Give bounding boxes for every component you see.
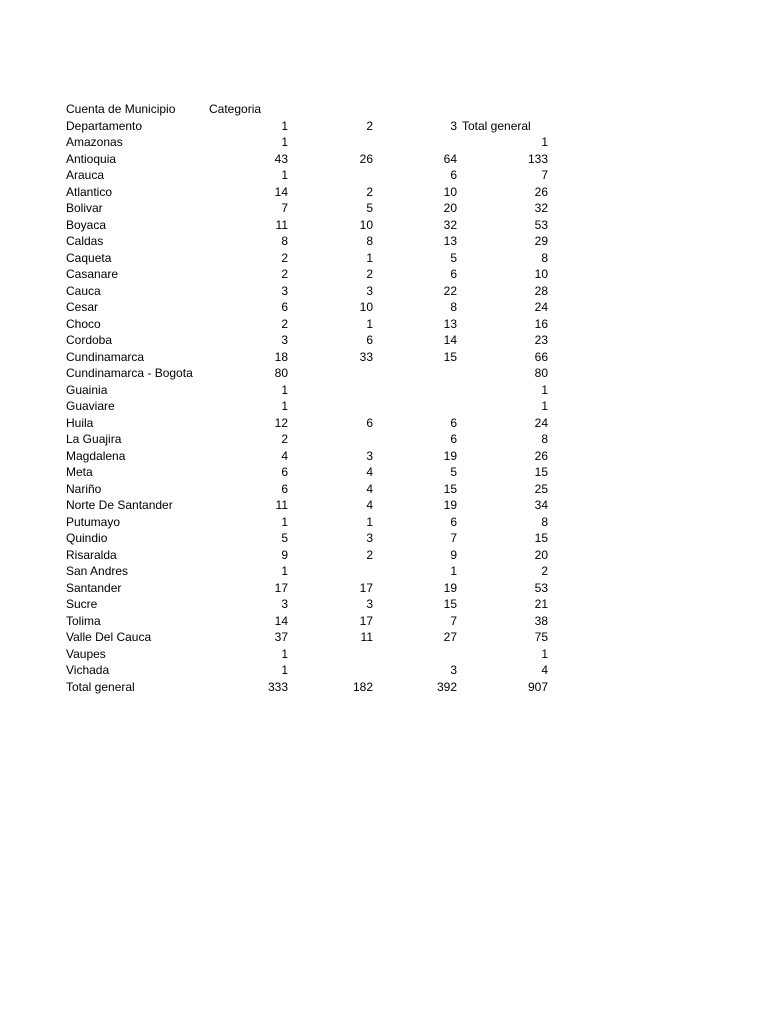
- table-row: [66, 200, 566, 217]
- department-name: Cesar: [66, 300, 99, 314]
- count-category-2: 6: [366, 333, 373, 347]
- table-row: [66, 464, 566, 481]
- row-total: 20: [534, 547, 548, 562]
- count-category-2: 2: [366, 547, 373, 562]
- row-total: 25: [534, 481, 548, 496]
- department-name: Guaviare: [66, 399, 115, 413]
- count-category-3: 8: [450, 300, 457, 314]
- row-total: 26: [534, 448, 548, 463]
- row-total: 75: [534, 630, 548, 644]
- department-name: Boyaca: [66, 217, 107, 232]
- count-category-1: 6: [281, 465, 288, 479]
- count-category-3: 19: [443, 498, 457, 512]
- department-name: Norte De Santander: [66, 498, 173, 512]
- count-category-1: 11: [275, 498, 288, 512]
- table-row: [66, 580, 566, 597]
- row-total: 15: [534, 465, 548, 479]
- table-row: [66, 316, 566, 333]
- row-total: 21: [534, 597, 548, 611]
- count-category-2: 17: [359, 613, 373, 628]
- measure-label: Cuenta de Municipio: [66, 102, 176, 116]
- count-category-1: 3: [281, 597, 288, 611]
- department-name: Antioquia: [66, 151, 117, 166]
- count-category-3: 13: [443, 234, 457, 248]
- count-category-3: 10: [443, 184, 457, 199]
- department-name: La Guajira: [66, 432, 122, 446]
- table-row: [66, 184, 566, 201]
- count-category-3: 6: [450, 514, 457, 529]
- count-category-1: 2: [281, 267, 288, 281]
- department-name: Santander: [66, 580, 122, 595]
- row-total: 24: [534, 300, 548, 314]
- table-row: [66, 448, 566, 465]
- count-category-2: 26: [359, 151, 373, 166]
- row-total: 53: [534, 580, 548, 595]
- row-total: 4: [541, 663, 548, 677]
- department-name: Tolima: [66, 613, 101, 628]
- count-category-3: 6: [450, 415, 457, 430]
- count-category-1: 7: [281, 201, 288, 215]
- department-name: Cauca: [66, 283, 101, 298]
- table-row: [66, 167, 566, 184]
- count-category-3: 15: [443, 597, 457, 611]
- count-category-1: 4: [281, 448, 288, 463]
- count-category-1: 9: [281, 547, 288, 562]
- table-row: [66, 151, 566, 168]
- department-name: Nariño: [66, 481, 102, 496]
- table-row: [66, 547, 566, 564]
- count-category-3: 3: [450, 663, 457, 677]
- table-row: [66, 563, 566, 580]
- count-category-1: 12: [274, 415, 288, 430]
- grand-total-c3: 392: [436, 679, 457, 694]
- department-name: Risaralda: [66, 547, 117, 562]
- pivot-body: [66, 134, 566, 679]
- row-total: 10: [534, 267, 548, 281]
- count-category-1: 6: [281, 300, 288, 314]
- count-category-1: 17: [274, 580, 288, 595]
- row-total: 28: [534, 283, 548, 298]
- row-total: 133: [527, 151, 548, 166]
- row-total: 80: [534, 366, 548, 380]
- table-row: [66, 250, 566, 267]
- pivot-table: [66, 101, 566, 695]
- count-category-2: 4: [366, 465, 373, 479]
- count-category-2: 3: [366, 597, 373, 611]
- count-category-1: 11: [275, 217, 288, 232]
- count-category-1: 6: [281, 481, 288, 496]
- pivot-header-row: [66, 101, 566, 118]
- department-name: Caldas: [66, 234, 104, 248]
- count-category-3: 6: [450, 168, 457, 182]
- count-category-1: 8: [281, 234, 288, 248]
- row-total: 26: [534, 184, 548, 199]
- department-name: Vaupes: [66, 646, 106, 661]
- department-name: Putumayo: [66, 514, 121, 529]
- row-total: 1: [541, 399, 548, 413]
- row-total: 32: [534, 201, 548, 215]
- table-row: [66, 398, 566, 415]
- count-category-1: 14: [274, 613, 288, 628]
- count-category-3: 15: [443, 349, 457, 364]
- count-category-1: 2: [281, 250, 288, 265]
- count-category-1: 1: [281, 382, 288, 397]
- column-header-1: 1: [281, 118, 288, 133]
- row-total: 1: [541, 646, 548, 661]
- department-name: Cordoba: [66, 333, 113, 347]
- count-category-2: 10: [359, 300, 373, 314]
- count-category-3: 20: [443, 201, 457, 215]
- count-category-2: 5: [366, 201, 373, 215]
- row-total: 8: [541, 432, 548, 446]
- grand-total-c2: 182: [352, 679, 373, 694]
- table-row: [66, 497, 566, 514]
- department-name: Cundinamarca - Bogota: [66, 366, 193, 380]
- count-category-1: 18: [274, 349, 288, 364]
- department-name: Amazonas: [66, 135, 123, 149]
- grand-total-value: 907: [527, 679, 548, 694]
- row-total: 16: [534, 316, 548, 331]
- department-name: Cundinamarca: [66, 349, 145, 364]
- count-category-2: 1: [366, 316, 373, 331]
- row-total: 8: [541, 514, 548, 529]
- table-row: [66, 217, 566, 234]
- row-total: 66: [534, 349, 548, 364]
- count-category-3: 15: [443, 481, 457, 496]
- count-category-2: 33: [359, 349, 373, 364]
- table-row: [66, 596, 566, 613]
- table-row: [66, 266, 566, 283]
- count-category-3: 6: [450, 432, 457, 446]
- department-name: Atlantico: [66, 184, 113, 199]
- table-row: [66, 662, 566, 679]
- department-name: Sucre: [66, 597, 98, 611]
- count-category-3: 19: [443, 580, 457, 595]
- department-name: Magdalena: [66, 448, 126, 463]
- count-category-2: 17: [359, 580, 373, 595]
- row-total: 53: [534, 217, 548, 232]
- count-category-3: 32: [443, 217, 457, 232]
- table-row: [66, 134, 566, 151]
- count-category-3: 64: [443, 151, 457, 166]
- count-category-1: 1: [281, 514, 288, 529]
- count-category-2: 3: [366, 531, 373, 545]
- count-category-1: 1: [281, 168, 288, 182]
- department-name: Meta: [66, 465, 93, 479]
- count-category-2: 1: [366, 514, 373, 529]
- table-row: [66, 629, 566, 646]
- table-row: [66, 613, 566, 630]
- row-total: 7: [541, 168, 548, 182]
- count-category-1: 14: [274, 184, 288, 199]
- count-category-3: 19: [443, 448, 457, 463]
- count-category-3: 6: [450, 267, 457, 281]
- count-category-3: 22: [443, 283, 457, 298]
- row-total: 1: [541, 135, 548, 149]
- department-name: Quindio: [66, 531, 108, 545]
- count-category-2: 1: [366, 250, 373, 265]
- count-category-1: 3: [281, 333, 288, 347]
- grand-total-row: [66, 679, 566, 696]
- table-row: [66, 299, 566, 316]
- count-category-2: 11: [360, 630, 373, 644]
- table-row: [66, 646, 566, 663]
- column-field-label: Categoria: [209, 102, 262, 116]
- department-name: Bolivar: [66, 201, 103, 215]
- count-category-3: 5: [450, 250, 457, 265]
- department-name: Huila: [66, 415, 94, 430]
- count-category-3: 5: [450, 465, 457, 479]
- table-row: [66, 530, 566, 547]
- table-row: [66, 415, 566, 432]
- row-total: 38: [534, 613, 548, 628]
- column-header-2: 2: [366, 118, 373, 133]
- count-category-2: 6: [366, 415, 373, 430]
- row-total: 23: [534, 333, 548, 347]
- table-row: [66, 332, 566, 349]
- count-category-1: 1: [281, 399, 288, 413]
- count-category-2: 4: [366, 481, 373, 496]
- count-category-2: 2: [366, 184, 373, 199]
- department-name: Caqueta: [66, 250, 112, 265]
- count-category-1: 3: [281, 283, 288, 298]
- count-category-3: 7: [450, 613, 457, 628]
- count-category-1: 1: [281, 646, 288, 661]
- count-category-1: 1: [281, 564, 288, 578]
- count-category-3: 13: [443, 316, 457, 331]
- table-row: [66, 349, 566, 366]
- pivot-column-header-row: [66, 118, 566, 135]
- grand-total-label: Total general: [66, 679, 135, 694]
- row-total: 2: [541, 564, 548, 578]
- count-category-3: 9: [450, 547, 457, 562]
- department-name: Arauca: [66, 168, 105, 182]
- count-category-3: 27: [443, 630, 457, 644]
- column-header-3: 3: [450, 118, 457, 133]
- count-category-1: 80: [274, 366, 288, 380]
- count-category-2: 2: [366, 267, 373, 281]
- row-total: 8: [541, 250, 548, 265]
- table-row: [66, 481, 566, 498]
- grand-total-c1: 333: [267, 679, 288, 694]
- count-category-1: 43: [274, 151, 288, 166]
- department-name: Vichada: [66, 663, 110, 677]
- table-row: [66, 382, 566, 399]
- count-category-1: 1: [281, 663, 288, 677]
- row-total: 1: [541, 382, 548, 397]
- table-row: [66, 431, 566, 448]
- count-category-2: 8: [366, 234, 373, 248]
- table-row: [66, 365, 566, 382]
- row-total: 34: [534, 498, 548, 512]
- count-category-2: 10: [359, 217, 373, 232]
- count-category-2: 3: [366, 283, 373, 298]
- department-name: San Andres: [66, 564, 129, 578]
- row-total: 15: [534, 531, 548, 545]
- count-category-3: 14: [443, 333, 457, 347]
- row-total: 24: [534, 415, 548, 430]
- count-category-1: 2: [281, 316, 288, 331]
- count-category-2: 3: [366, 448, 373, 463]
- table-row: [66, 514, 566, 531]
- department-name: Choco: [66, 316, 101, 331]
- department-name: Guainia: [66, 382, 108, 397]
- department-name: Valle Del Cauca: [66, 630, 152, 644]
- row-field-label: Departamento: [66, 118, 143, 133]
- count-category-3: 1: [450, 564, 457, 578]
- count-category-1: 1: [281, 135, 288, 149]
- count-category-1: 2: [281, 432, 288, 446]
- department-name: Casanare: [66, 267, 119, 281]
- row-total: 29: [534, 234, 548, 248]
- count-category-1: 5: [281, 531, 288, 545]
- table-row: [66, 233, 566, 250]
- total-column-label: Total general: [462, 118, 531, 133]
- count-category-1: 37: [274, 630, 288, 644]
- count-category-2: 4: [366, 498, 373, 512]
- count-category-3: 7: [450, 531, 457, 545]
- table-row: [66, 283, 566, 300]
